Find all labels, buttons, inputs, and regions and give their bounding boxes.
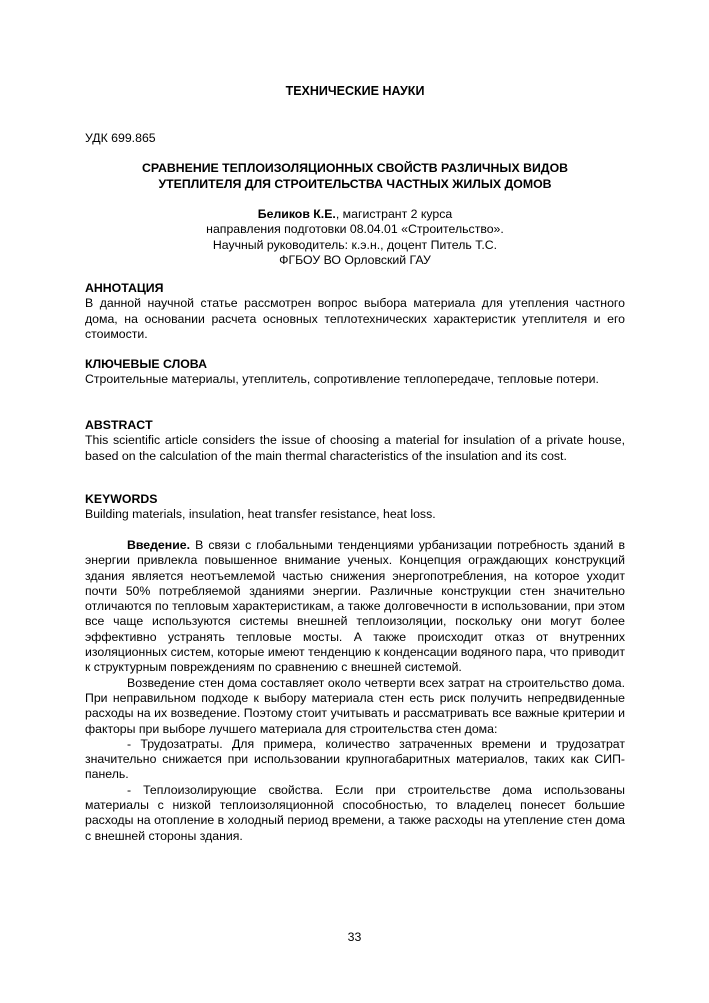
intro-paragraph (85, 538, 625, 676)
keywords-ru-section (85, 357, 625, 388)
author-name: Беликов К.Е. (257, 207, 336, 221)
keywords-en-text: Building materials, insulation, heat transfer resistance, heat loss. (85, 507, 436, 522)
author-advisor: Научный руководитель: к.э.н., доцент Питель Т.С. (212, 237, 498, 252)
author-line (85, 207, 625, 222)
paragraph-insulation: - Теплоизолирующие свойства. Если при строительстве дома использованы материалы с низкой теплоизоляционной способностью, то владелец понесет большие расходы на отопление в холодный период времени, а также расходы на утепление стен дома с внешней стороны здания. (85, 782, 625, 843)
abstract-text: This scientific article considers the issue of choosing a material for insulation of a private house, based on the calculation of the main thermal characteristics of the insulation and its cost. (85, 433, 625, 463)
body-text (85, 538, 625, 844)
author-block (85, 207, 625, 268)
intro-text: В связи с глобальными тенденциями урбанизации потребность зданий в энергии привлекла повышенное внимание ученых. Концепция ограждающих конструкций здания является неотъемлемой частью снижения энергопотребления, на которое уходит почти 50% потребляемой зданиями энергии. Различные конструкции стен значительно отличаются по тепловым характеристикам, а также долговечности в использовании, при этом все чаще используются системы внешней теплоизоляции, поскольку они могут более эффективно устранять тепловые мосты. А также происходит отказ от внутренних изоляционных систем, которые имеют тенденцию к конденсации водяного пара, что приводит к структурным повреждениям по сравнению с внешней системой. (85, 538, 625, 675)
article-title-line-2: УТЕПЛИТЕЛЯ ДЛЯ СТРОИТЕЛЬСТВА ЧАСТНЫХ ЖИЛЫХ ДОМОВ (158, 176, 552, 191)
abstract-section (85, 418, 625, 464)
keywords-ru-heading: КЛЮЧЕВЫЕ СЛОВА (85, 357, 207, 371)
page-number: 33 (347, 930, 362, 944)
article-title-line-1: СРАВНЕНИЕ ТЕПЛОИЗОЛЯЦИОННЫХ СВОЙСТВ РАЗЛИЧНЫХ ВИДОВ (141, 161, 569, 175)
author-direction: направления подготовки 08.04.01 «Строительство». (206, 222, 504, 237)
annotation-section (85, 281, 625, 342)
section-title: ТЕХНИЧЕСКИЕ НАУКИ (285, 84, 425, 98)
article-title (85, 161, 625, 192)
annotation-text: В данной научной статье рассмотрен вопрос выбора материала для утепления частного дома, на основании расчета основных теплотехнических характеристик утеплителя и его стоимости. (85, 296, 625, 341)
udk-code: УДК 699.865 (85, 131, 156, 145)
author-organization: ФГБОУ ВО Орловский ГАУ (279, 252, 431, 267)
keywords-en-heading: KEYWORDS (85, 492, 158, 506)
abstract-heading: ABSTRACT (85, 418, 153, 432)
keywords-ru-text: Строительные материалы, утеплитель, сопротивление теплопередаче, тепловые потери. (85, 372, 599, 387)
annotation-heading: АННОТАЦИЯ (85, 281, 164, 295)
author-role: , магистрант 2 курса (335, 207, 453, 221)
paragraph-labor: - Трудозатраты. Для примера, количество затраченных времени и трудозатрат значительно снижается при использовании крупногабаритных материалов, таких как СИП-панель. (85, 736, 625, 782)
keywords-en-section (85, 492, 625, 523)
intro-lead: Введение. (127, 538, 191, 552)
paragraph-walls: Возведение стен дома составляет около четверти всех затрат на строительство дома. При неправильном подходе к выбору материала стен есть риск получить непредвиденные расходы на их возведение. Поэтому стоит учитывать и рассматривать все важные критерии и факторы при выборе лучшего материала для строительства стен дома: (85, 675, 625, 736)
